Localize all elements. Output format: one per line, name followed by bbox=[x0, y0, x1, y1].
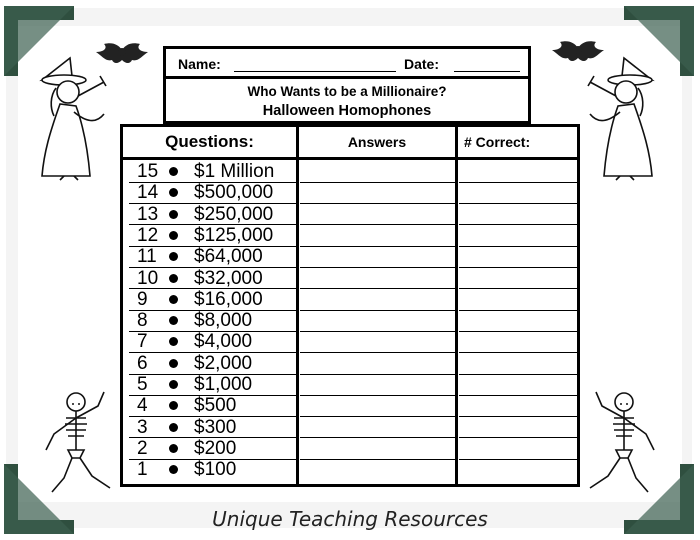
answer-cell[interactable] bbox=[301, 289, 453, 310]
date-field[interactable] bbox=[454, 71, 520, 72]
correct-cell[interactable] bbox=[460, 459, 577, 480]
bullet-icon bbox=[169, 465, 178, 474]
bullet-icon bbox=[169, 337, 178, 346]
prize-amount: $4,000 bbox=[194, 331, 253, 353]
correct-cell[interactable] bbox=[460, 417, 577, 438]
prize-amount: $1,000 bbox=[194, 374, 253, 395]
question-number: 12 bbox=[137, 224, 159, 246]
question-number: 9 bbox=[137, 288, 148, 310]
question-number: 5 bbox=[137, 374, 148, 395]
prize-amount: $250,000 bbox=[194, 203, 274, 225]
correct-cell[interactable] bbox=[460, 204, 577, 225]
prize-amount: $2,000 bbox=[194, 352, 253, 374]
answers-column-header: Answers bbox=[347, 134, 407, 150]
answer-cell[interactable] bbox=[301, 225, 453, 246]
correct-cell[interactable] bbox=[460, 331, 577, 352]
name-label: Name: bbox=[178, 56, 221, 72]
bullet-icon bbox=[169, 359, 178, 368]
question-row bbox=[123, 161, 577, 182]
question-row bbox=[123, 225, 577, 246]
bullet-icon bbox=[169, 380, 178, 389]
questions-column-header: Questions: bbox=[165, 132, 254, 151]
prize-amount: $500,000 bbox=[194, 182, 274, 204]
question-number: 3 bbox=[137, 416, 148, 438]
name-date-row bbox=[166, 49, 528, 79]
question-grid bbox=[120, 124, 580, 487]
answer-cell[interactable] bbox=[301, 417, 453, 438]
prize-amount: $200 bbox=[194, 437, 237, 459]
answer-cell[interactable] bbox=[301, 161, 453, 182]
worksheet-header bbox=[163, 46, 531, 124]
correct-cell[interactable] bbox=[460, 225, 577, 246]
bullet-icon bbox=[169, 252, 178, 261]
bullet-icon bbox=[169, 231, 178, 240]
bullet-icon bbox=[169, 444, 178, 453]
question-number: 10 bbox=[137, 267, 159, 289]
correct-cell[interactable] bbox=[460, 161, 577, 182]
prize-amount: $300 bbox=[194, 416, 237, 438]
witch-icon bbox=[570, 52, 660, 182]
answer-cell[interactable] bbox=[301, 331, 453, 352]
correct-cell[interactable] bbox=[460, 310, 577, 331]
bullet-icon bbox=[169, 188, 178, 197]
skeleton-icon bbox=[580, 388, 660, 500]
correct-cell[interactable] bbox=[460, 438, 577, 459]
answer-cell[interactable] bbox=[301, 353, 453, 374]
prize-amount: $100 bbox=[194, 459, 237, 481]
answer-cell[interactable] bbox=[301, 459, 453, 480]
correct-column-header: # Correct: bbox=[464, 134, 531, 150]
bullet-icon bbox=[169, 167, 178, 176]
question-row bbox=[123, 438, 577, 459]
answer-cell[interactable] bbox=[301, 182, 453, 203]
answer-cell[interactable] bbox=[301, 438, 453, 459]
question-row bbox=[123, 395, 577, 416]
prize-amount: $8,000 bbox=[194, 310, 253, 332]
bullet-icon bbox=[169, 401, 178, 410]
question-number: 7 bbox=[137, 331, 148, 353]
correct-cell[interactable] bbox=[460, 246, 577, 267]
worksheet-subtitle: Halloween Homophones bbox=[262, 103, 432, 119]
correct-cell[interactable] bbox=[460, 268, 577, 289]
prize-amount: $125,000 bbox=[194, 224, 274, 246]
answer-cell[interactable] bbox=[301, 204, 453, 225]
date-label: Date: bbox=[404, 56, 440, 72]
prize-amount: $500 bbox=[194, 395, 237, 417]
header-divider bbox=[123, 157, 577, 160]
question-row bbox=[123, 374, 577, 395]
bullet-icon bbox=[169, 210, 178, 219]
bullet-icon bbox=[169, 316, 178, 325]
question-row bbox=[123, 459, 577, 480]
question-row bbox=[123, 289, 577, 310]
bullet-icon bbox=[169, 423, 178, 432]
prize-amount: $1 Million bbox=[194, 161, 275, 182]
correct-cell[interactable] bbox=[460, 182, 577, 203]
prize-amount: $16,000 bbox=[194, 288, 263, 310]
question-row bbox=[123, 331, 577, 352]
bullet-icon bbox=[169, 295, 178, 304]
answer-cell[interactable] bbox=[301, 395, 453, 416]
question-row bbox=[123, 353, 577, 374]
correct-cell[interactable] bbox=[460, 395, 577, 416]
question-row bbox=[123, 310, 577, 331]
question-number: 4 bbox=[137, 395, 148, 417]
question-number: 6 bbox=[137, 352, 148, 374]
skeleton-icon bbox=[40, 388, 120, 500]
correct-cell[interactable] bbox=[460, 353, 577, 374]
correct-cell[interactable] bbox=[460, 374, 577, 395]
worksheet-title: Who Wants to be a Millionaire? bbox=[247, 84, 447, 99]
question-row bbox=[123, 268, 577, 289]
correct-cell[interactable] bbox=[460, 289, 577, 310]
question-number: 15 bbox=[137, 161, 159, 182]
prize-amount: $64,000 bbox=[194, 246, 263, 268]
question-number: 2 bbox=[137, 437, 148, 459]
question-number: 13 bbox=[137, 203, 159, 225]
answer-cell[interactable] bbox=[301, 268, 453, 289]
question-number: 1 bbox=[137, 459, 148, 481]
question-row bbox=[123, 204, 577, 225]
question-number: 8 bbox=[137, 310, 148, 332]
question-row bbox=[123, 417, 577, 438]
answer-cell[interactable] bbox=[301, 246, 453, 267]
question-number: 11 bbox=[137, 246, 157, 268]
question-number: 14 bbox=[137, 182, 159, 204]
bullet-icon bbox=[169, 274, 178, 283]
answer-cell[interactable] bbox=[301, 310, 453, 331]
answer-cell[interactable] bbox=[301, 374, 453, 395]
question-row bbox=[123, 182, 577, 203]
name-field[interactable] bbox=[234, 71, 396, 72]
question-row bbox=[123, 246, 577, 267]
prize-amount: $32,000 bbox=[194, 267, 263, 289]
witch-icon bbox=[34, 52, 124, 182]
footer-credit: Unique Teaching Resources bbox=[212, 507, 488, 531]
